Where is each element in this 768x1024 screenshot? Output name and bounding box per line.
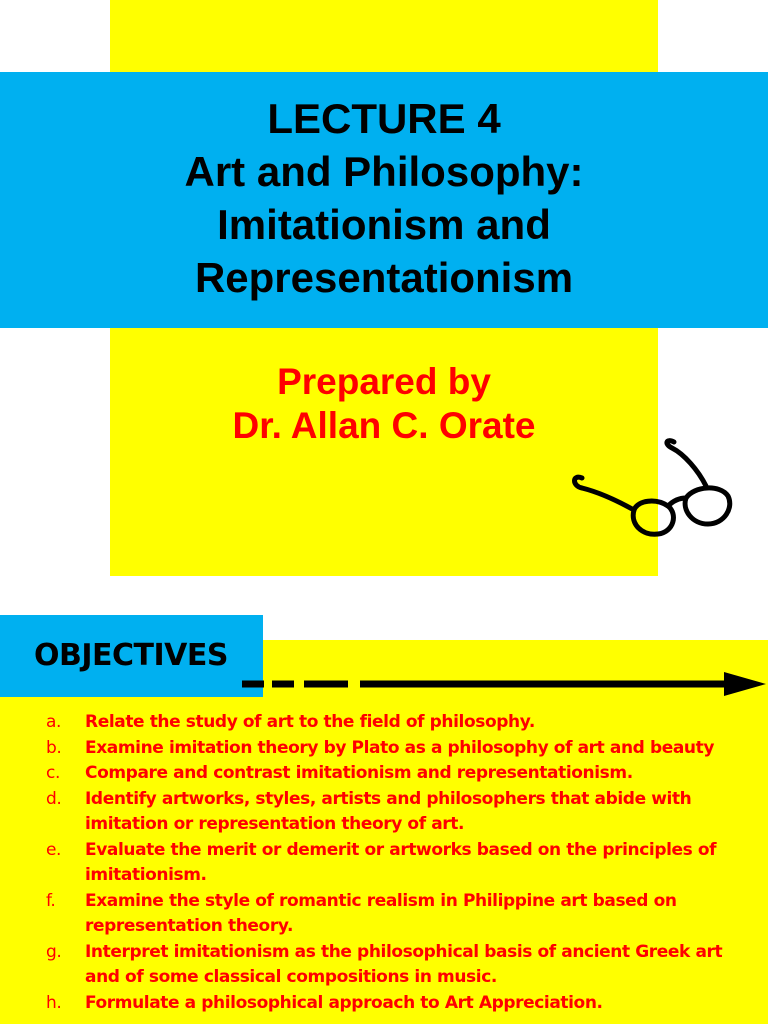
- dashed-arrow-icon: [238, 668, 768, 700]
- objectives-list: [0, 710, 768, 1016]
- list-item: [0, 761, 768, 787]
- list-item-text: Identify artworks, styles, artists and philosophers that abide with imitation or representation theory of art.: [85, 788, 692, 834]
- list-marker: d.: [46, 788, 62, 809]
- list-marker: c.: [46, 763, 60, 783]
- list-marker: g.: [46, 941, 62, 962]
- objectives-heading: OBJECTIVES: [34, 638, 228, 673]
- list-marker: e.: [46, 839, 62, 860]
- title-line-2: Art and Philosophy:: [184, 148, 584, 195]
- author-name: Dr. Allan C. Orate: [232, 405, 536, 446]
- eyeglasses-icon: [568, 434, 743, 544]
- list-item: [0, 787, 768, 838]
- list-item-text: Relate the study of art to the field of philosophy.: [85, 712, 535, 732]
- list-item-text: Examine imitation theory by Plato as a philosophy of art and beauty: [85, 737, 715, 758]
- list-item: [0, 838, 768, 889]
- list-item-text: Formulate a philosophical approach to Art Appreciation.: [85, 992, 603, 1013]
- title-line-3: Imitationism and: [217, 201, 551, 248]
- list-item: [0, 889, 768, 940]
- list-marker: a.: [46, 712, 62, 732]
- list-marker: h.: [46, 992, 62, 1013]
- list-item-text: Examine the style of romantic realism in Philippine art based on representation theory.: [85, 890, 677, 936]
- list-item: [0, 710, 768, 736]
- title-line-4: Representationism: [194, 254, 574, 301]
- list-item-text: Evaluate the merit or demerit or artworks based on the principles of imitationism.: [85, 839, 717, 885]
- list-item: [0, 991, 768, 1017]
- title-line-1: LECTURE 4: [267, 95, 501, 142]
- list-item: [0, 736, 768, 762]
- list-marker: f.: [46, 890, 56, 911]
- list-item-text: Interpret imitationism as the philosophical basis of ancient Greek art and of some classical compositions in music.: [85, 941, 723, 987]
- list-item-text: Compare and contrast imitationism and representationism.: [85, 763, 633, 783]
- page-title: [0, 92, 768, 304]
- list-item: [0, 940, 768, 991]
- list-marker: b.: [46, 737, 62, 758]
- prepared-by-label: Prepared by: [277, 361, 491, 402]
